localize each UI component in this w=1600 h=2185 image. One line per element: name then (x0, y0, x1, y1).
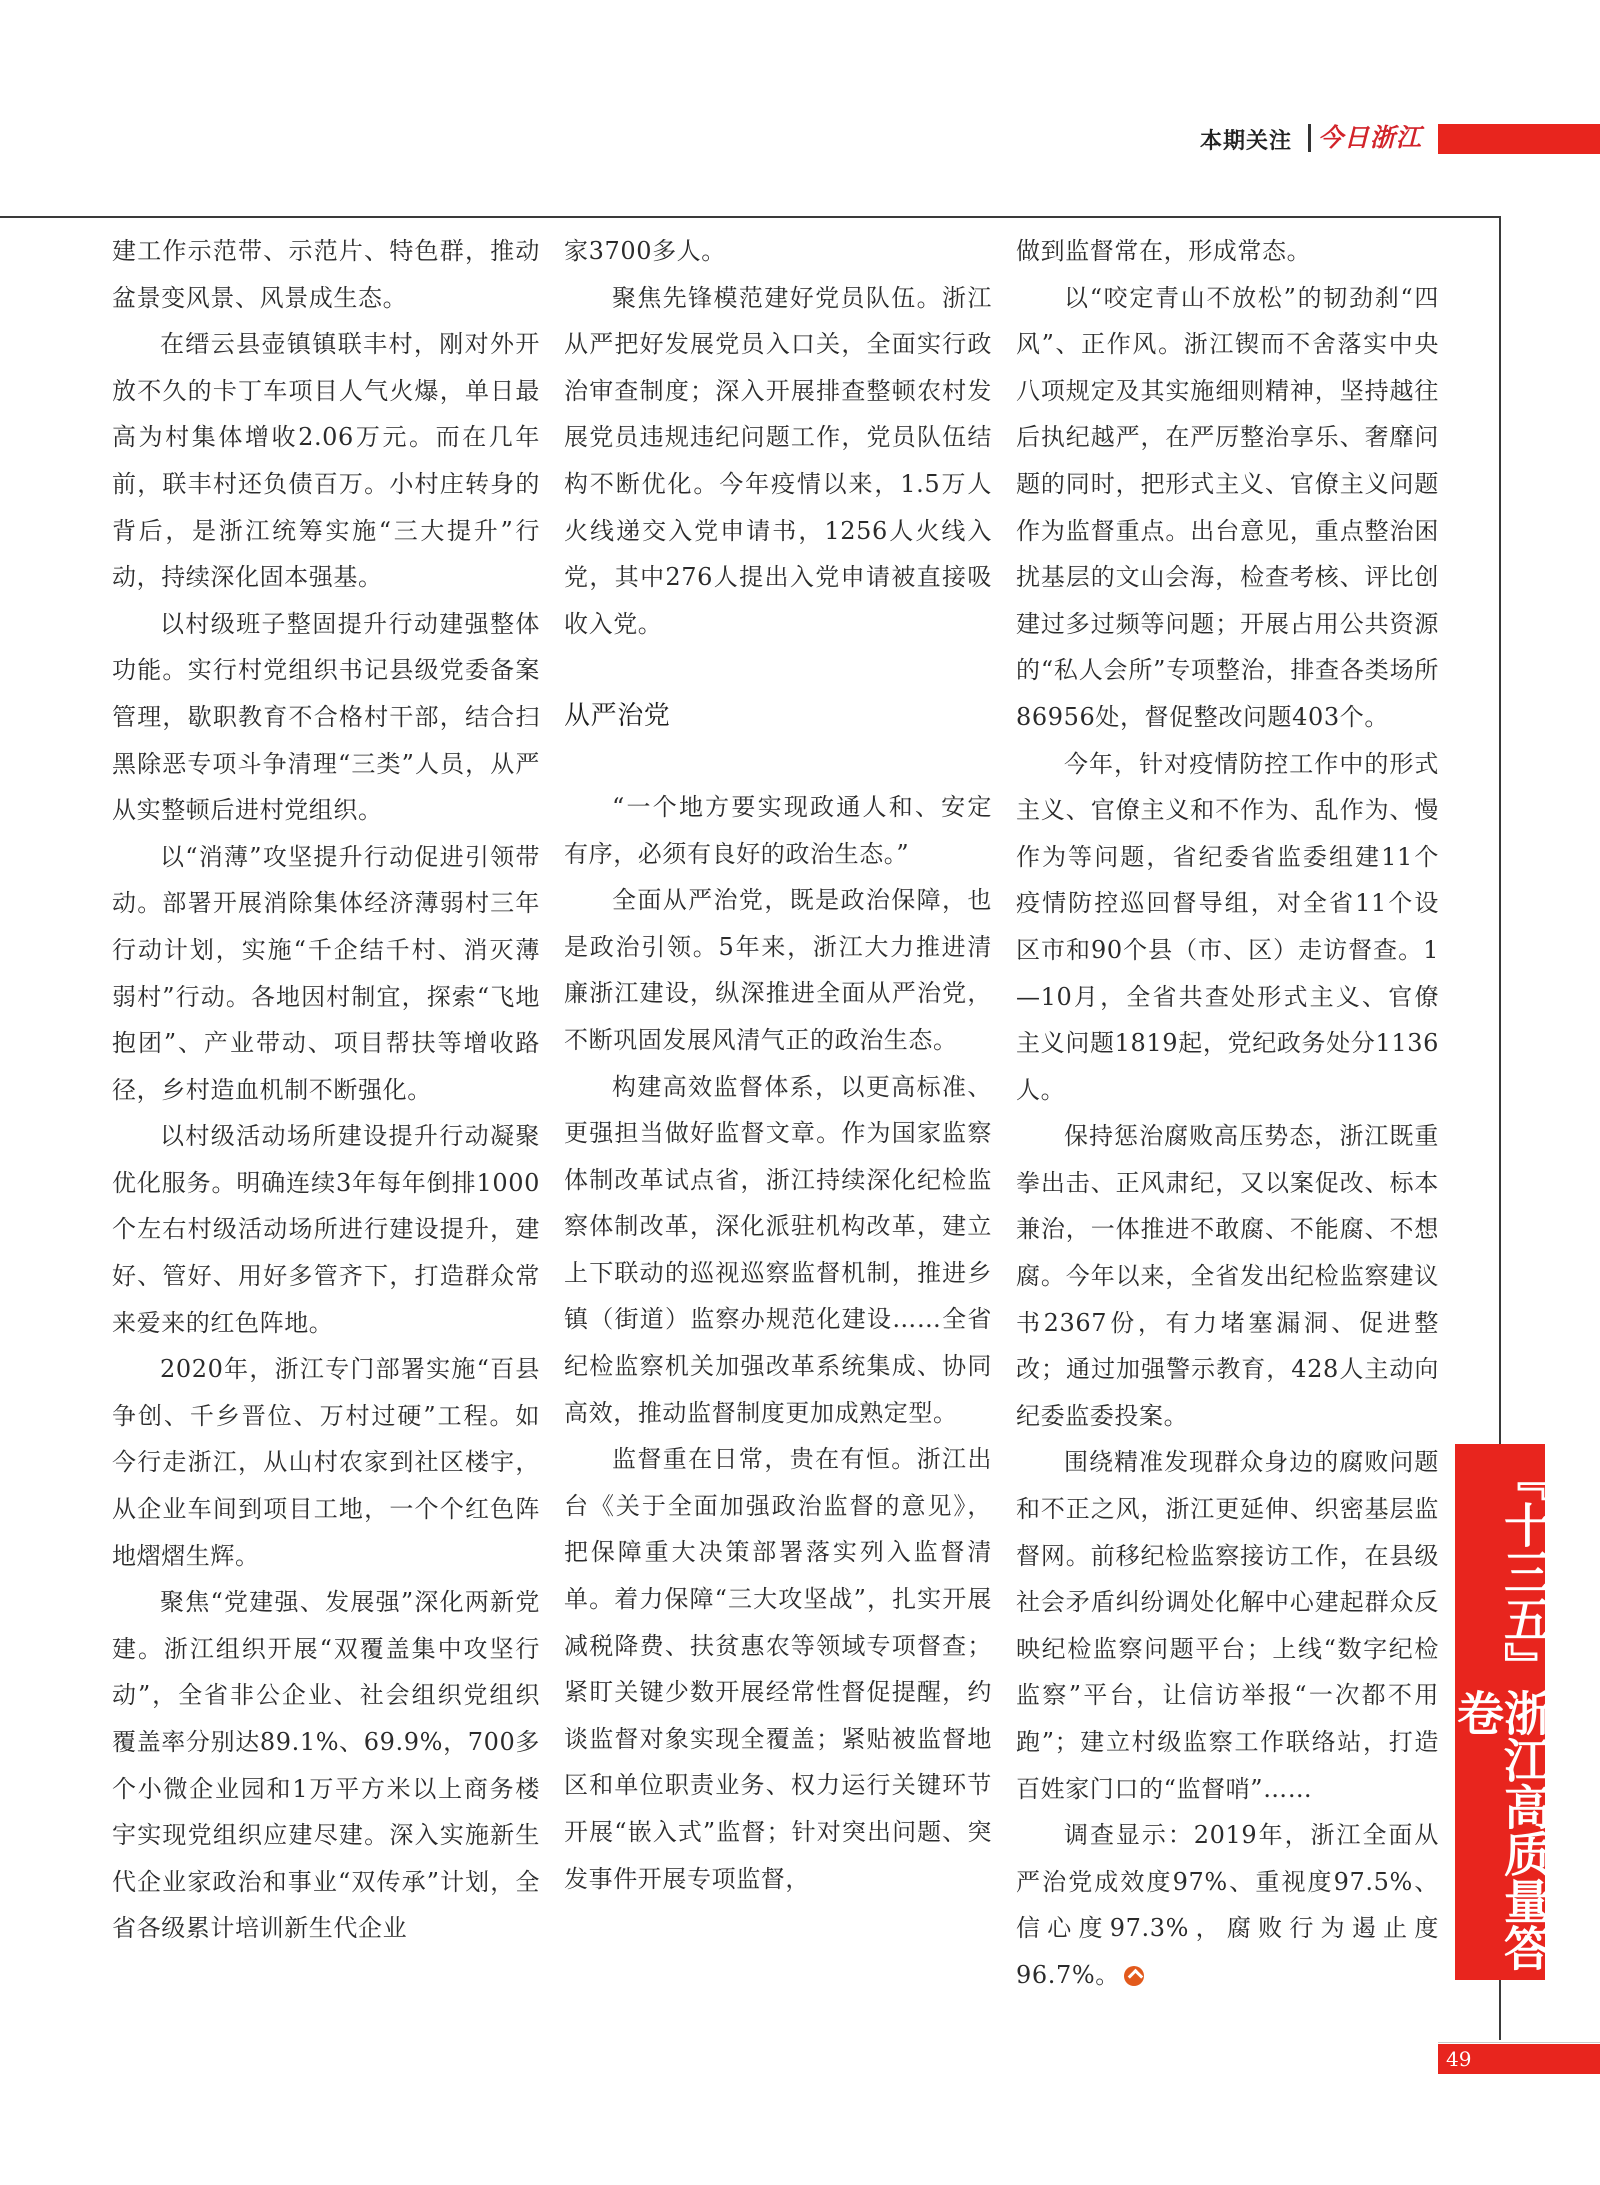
paragraph: 围绕精准发现群众身边的腐败问题和不正之风，浙江更延伸、织密基层监督网。前移纪检监察接访工作，在县级社会矛盾纠纷调处化解中心建起群众反映纪检监察问题平台；上线“数字纪检监察”平台，让信访举报“一次都不用跑”；建立村级监察工作联络站，打造百姓家门口的“监督哨”…… (1016, 1448, 1439, 1803)
article-column-1 (112, 228, 540, 1952)
paragraph: 在缙云县壶镇镇联丰村，刚对外开放不久的卡丁车项目人气火爆，单日最高为村集体增收2.06万元。而在几年前，联丰村还负债百万。小村庄转身的背后，是浙江统筹实施“三大提升”行动，持续深化固本强基。 (112, 330, 540, 592)
paragraph: 建工作示范带、示范片、特色群，推动盆景变风景、风景成生态。 (112, 237, 540, 312)
header-red-bar (1438, 124, 1600, 154)
section-label: 本期关注 (1200, 129, 1293, 154)
paragraph: 构建高效监督体系，以更高标准、更强担当做好监督文章。作为国家监察体制改革试点省，浙江持续深化纪检监察体制改革，深化派驻机构改革，建立上下联动的巡视巡察监督机制，推进乡镇（街道）监察办规范化建设……全省纪检监察机关加强改革系统集成、协同高效，推动监督制度更加成熟定型。 (564, 1072, 992, 1427)
paragraph: 做到监督常在，形成常态。 (1016, 237, 1312, 265)
frame-right-rule (1499, 216, 1501, 1444)
magazine-logo: 今日浙江 (1318, 123, 1423, 152)
page-number-rule (1438, 2042, 1600, 2043)
article-column-3 (1016, 228, 1439, 1999)
page-number: 49 (1446, 2047, 1472, 2071)
frame-top-rule (0, 216, 1500, 218)
paragraph: 家3700多人。 (564, 237, 726, 265)
section-heading: 从严治党 (564, 701, 671, 732)
paragraph: 全面从严治党，既是政治保障，也是政治引领。5年来，浙江大力推进清廉浙江建设，纵深推进全面从严治党，不断巩固发展风清气正的政治生态。 (564, 886, 992, 1054)
paragraph: 以“咬定青山不放松”的韧劲刹“四风”、正作风。浙江锲而不舍落实中央八项规定及其实施细则精神，坚持越往后执纪越严，在严厉整治享乐、奢靡问题的同时，把形式主义、官僚主义问题作为监督重点。出台意见，重点整治困扰基层的文山会海，检查考核、评比创建过多过频等问题；开展占用公共资源的“私人会所”专项整治，排查各类场所86956处，督促整改问题403个。 (1016, 283, 1439, 731)
paragraph: 聚焦先锋模范建好党员队伍。浙江从严把好发展党员入口关，全面实行政治审查制度；深入开展排查整顿农村发展党员违规违纪问题工作，党员队伍结构不断优化。今年疫情以来，1.5万人火线递交入党申请书，1256人火线入党，其中276人提出入党申请被直接吸收入党。 (564, 283, 992, 638)
frame-right-rule-lower (1499, 1980, 1501, 2040)
section-spacer (564, 647, 992, 693)
paragraph-text: 调查显示：2019年，浙江全面从严治党成效度97%、重视度97.5%、信心度97.3%，腐败行为遏止度96.7%。 (1016, 1821, 1439, 1989)
paragraph-last (1016, 1812, 1439, 1998)
article-end-icon (1124, 1966, 1144, 1986)
article-column-2 (564, 228, 992, 1902)
paragraph: 2020年，浙江专门部署实施“百县争创、千乡晋位、万村过硬”工程。如今行走浙江，从山村农家到社区楼宇，从企业车间到项目工地，一个个红色阵地熠熠生辉。 (112, 1355, 540, 1570)
paragraph: 以村级活动场所建设提升行动凝聚优化服务。明确连续3年每年倒排1000个左右村级活动场所进行建设提升，建好、管好、用好多管齐下，打造群众常来爱来的红色阵地。 (112, 1122, 540, 1337)
paragraph: 聚焦“党建强、发展强”深化两新党建。浙江组织开展“双覆盖集中攻坚行动”，全省非公企业、社会组织党组织覆盖率分别达89.1%、69.9%，700多个小微企业园和1万平方米以上商务楼宇实现党组织应建尽建。深入实施新生代企业家政治和事业“双传承”计划，全省各级累计培训新生代企业 (112, 1588, 540, 1943)
quote-paragraph: “一个地方要实现政通人和、安定有序，必须有良好的政治生态。” (564, 792, 992, 868)
paragraph: 以村级班子整固提升行动建强整体功能。实行村党组织书记县级党委备案管理，歇职教育不合格村干部，结合扫黑除恶专项斗争清理“三类”人员，从严从实整顿后进村党组织。 (112, 609, 540, 825)
paragraph: 今年，针对疫情防控工作中的形式主义、官僚主义和不作为、乱作为、慢作为等问题，省纪委省监委组建11个疫情防控巡回督导组，对全省11个设区市和90个县（市、区）走访督查。1—10月，全省共查处形式主义、官僚主义问题1819起，党纪政务处分1136人。 (1016, 749, 1439, 1104)
header-divider (1308, 124, 1311, 152)
paragraph: 保持惩治腐败高压势态，浙江既重拳出击、正风肃纪，又以案促改、标本兼治，一体推进不敢腐、不能腐、不想腐。今年以来，全省发出纪检监察建议书2367份，有力堵塞漏洞、促进整改；通过加强警示教育，428人主动向纪委监委投案。 (1016, 1122, 1439, 1430)
paragraph: 以“消薄”攻坚提升行动促进引领带动。部署开展消除集体经济薄弱村三年行动计划，实施“千企结千村、消灭薄弱村”行动。各地因村制宜，探索“飞地抱团”、产业带动、项目帮扶等增收路径，乡村造血机制不断强化。 (112, 842, 540, 1104)
paragraph: 监督重在日常，贵在有恒。浙江出台《关于全面加强政治监督的意见》，把保障重大决策部署落实列入监督清单。着力保障“三大攻坚战”，扎实开展减税降费、扶贫惠农等领域专项督查；紧盯关键少数开展经常性督促提醒，约谈监督对象实现全覆盖；紧贴被监督地区和单位职责业务、权力运行关键环节开展“嵌入式”监督；针对突出问题、突发事件开展专项监督， (564, 1445, 992, 1893)
series-banner: 『十三五』浙江高质量答卷 (1455, 1444, 1545, 1980)
